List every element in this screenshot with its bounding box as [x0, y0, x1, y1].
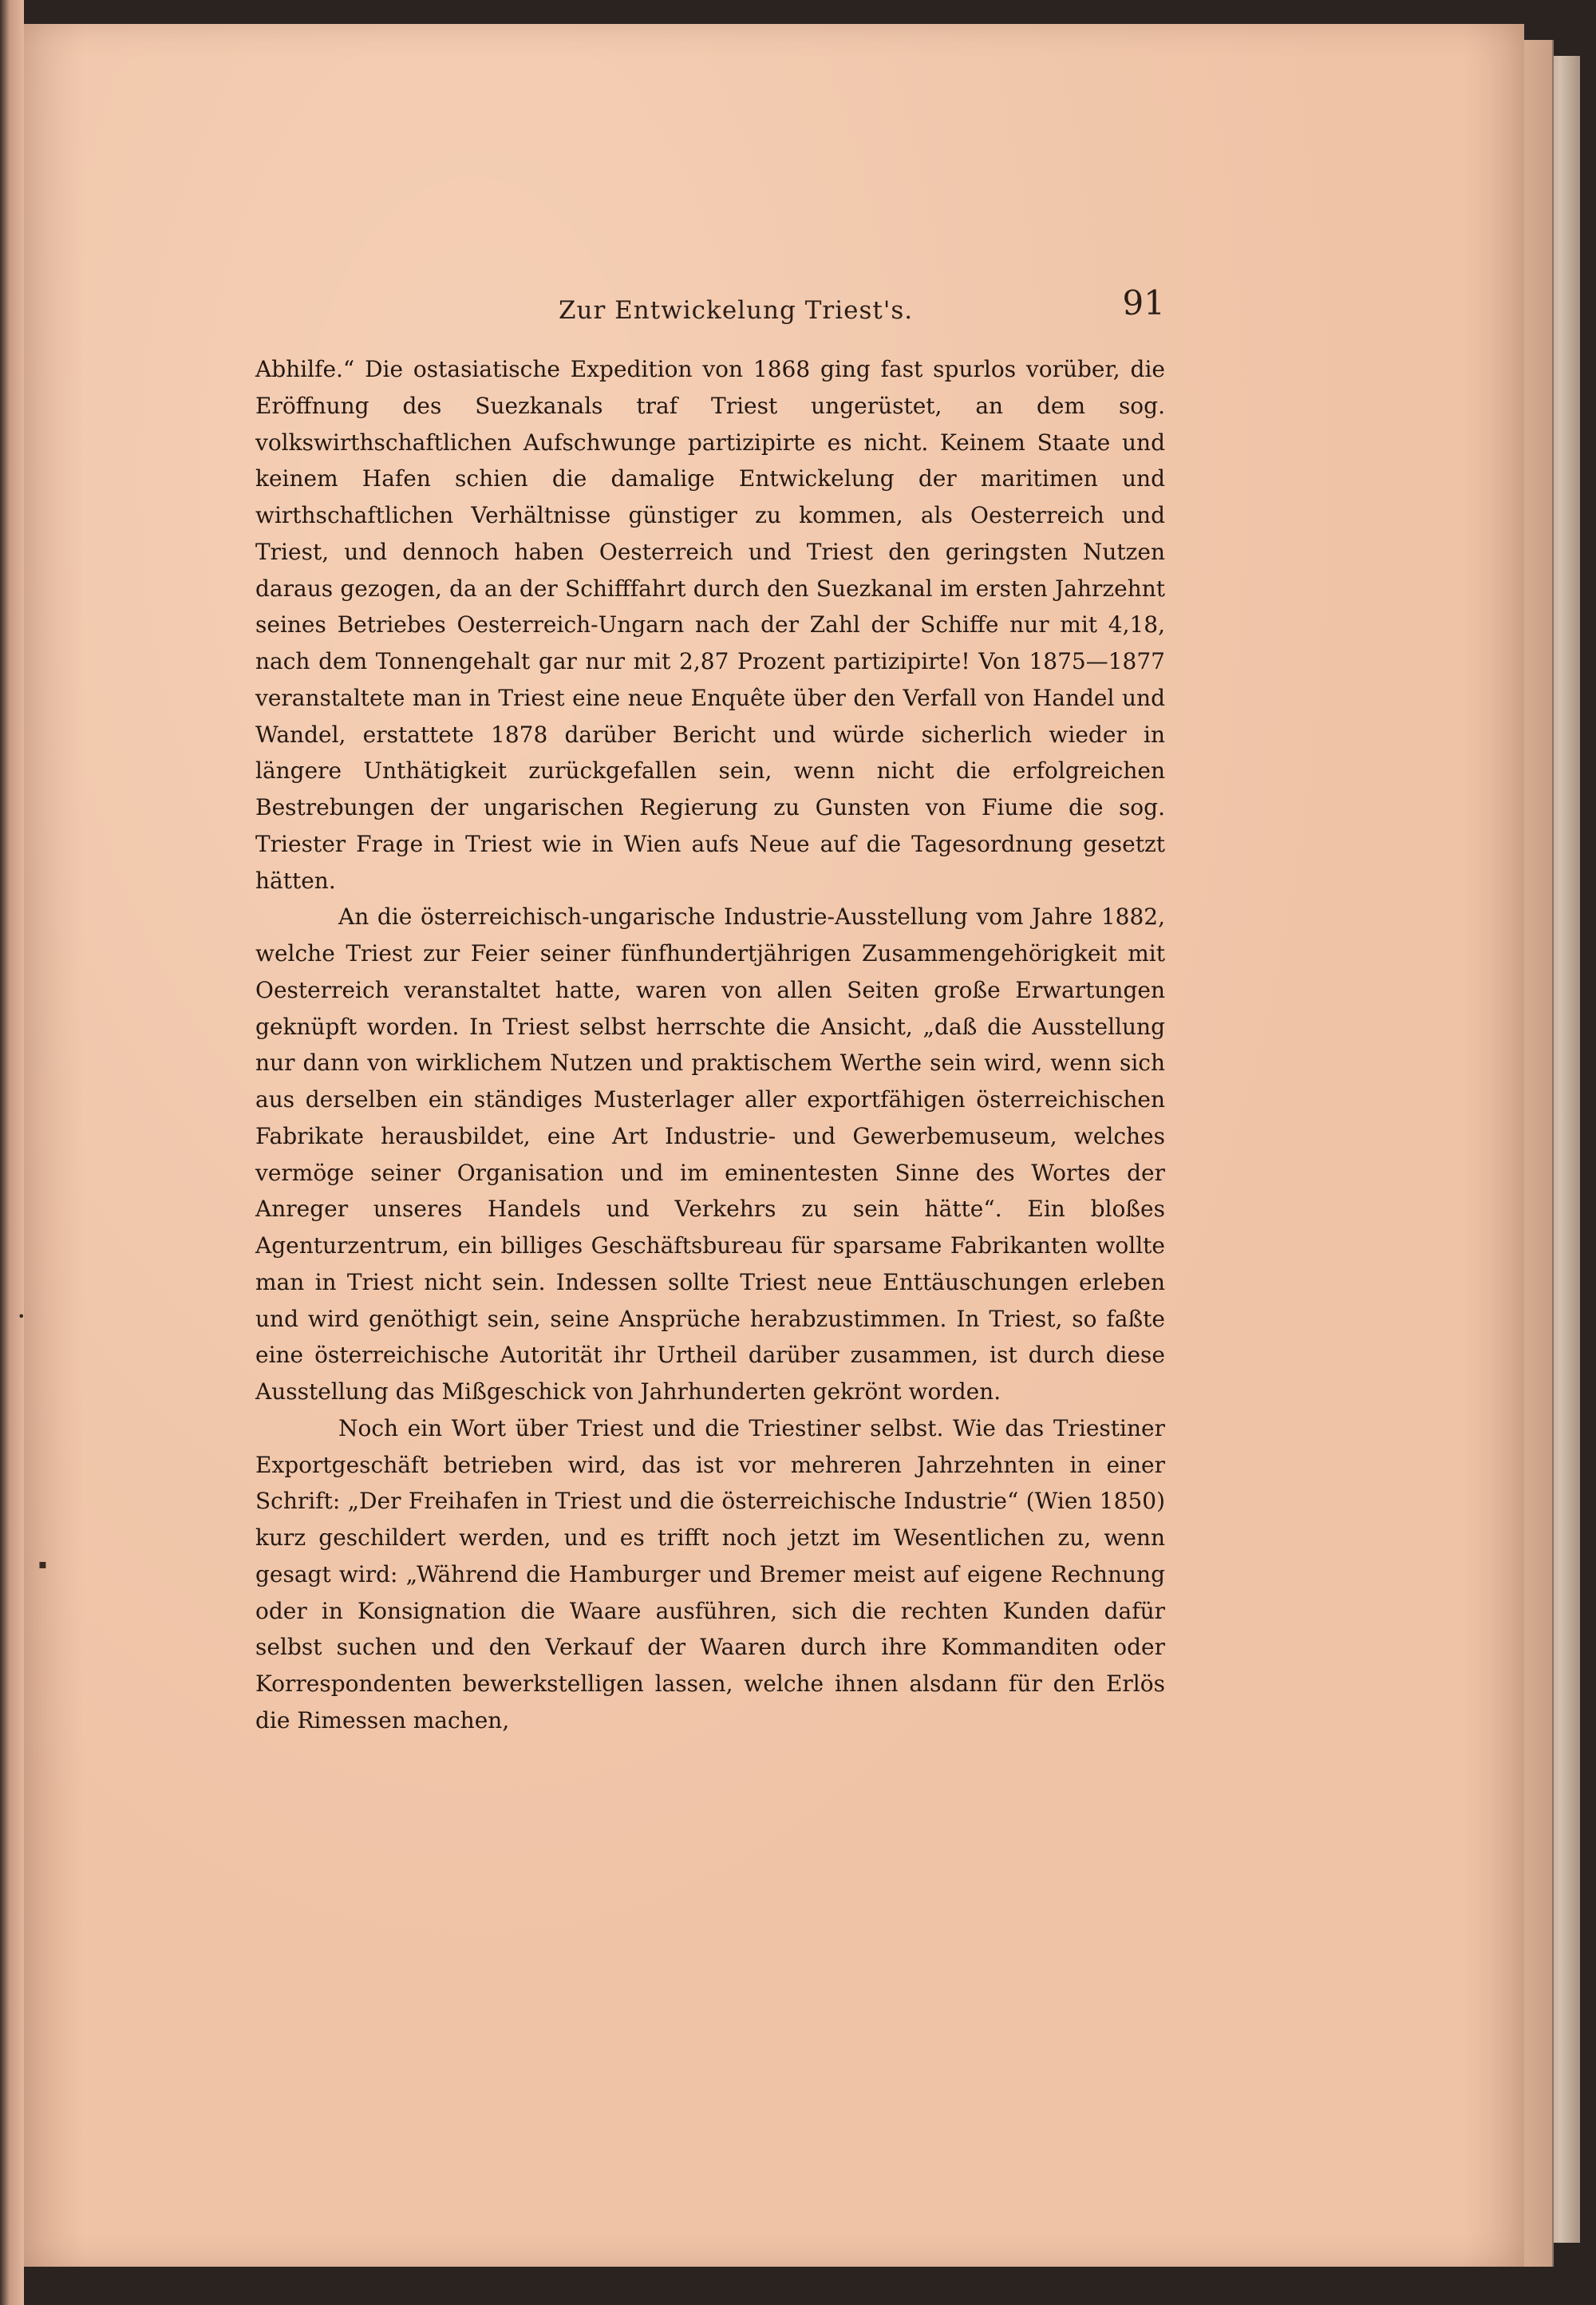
paragraph-2: An die österreichisch-ungarische Industrie-Ausstellung vom Jahre 1882, welche Triest zur Feier seiner fünfhundertjährigen Zusammengehörigkeit mit Oesterreich veranstaltet hatte, waren von allen Seiten große Erwartungen geknüpft worden. In Triest selbst herrschte die Ansicht, „daß die Ausstellung nur dann von wirklichem Nutzen und praktischem Werthe sein wird, wenn sich aus derselben ein ständiges Musterlager aller exportfähigen österreichischen Fabrikate herausbildet, eine Art Industrie- und Gewerbemuseum, welches vermöge seiner Organisation und im eminentesten Sinne des Wortes der Anreger unseres Handels und Verkehrs zu sein hätte“. Ein bloßes Agenturzentrum, ein billiges Geschäftsbureau für sparsame Fabrikanten wollte man in Triest nicht sein. Indessen sollte Triest neue Enttäuschungen erleben und wird genöthigt sein, seine Ansprüche herabzustimmen. In Triest, so faßte eine österreichische Autorität ihr Urtheil darüber zusammen, ist durch diese Ausstellung das Mißgeschick von Jahrhunderten gekrönt worden.	[255, 903, 1165, 1405]
previous-page-edge	[0, 0, 24, 2305]
page-header	[255, 283, 1165, 331]
running-title: Zur Entwickelung Triest's.	[559, 296, 914, 325]
margin-tick-mark: ▪	[38, 1556, 47, 1572]
page-number: 91	[1122, 283, 1165, 322]
body-text	[255, 351, 1165, 1739]
paragraph-3: Noch ein Wort über Triest und die Triestiner selbst. Wie das Triestiner Exportgeschäft betrieben wird, das ist vor mehreren Jahrzehnten in einer Schrift: „Der Freihafen in Triest und die österreichische Industrie“ (Wien 1850) kurz geschildert werden, und es trifft noch jetzt im Wesentlichen zu, wenn gesagt wird: „Während die Hamburger und Bremer meist auf eigene Rechnung oder in Konsignation die Waare ausführen, sich die rechten Kunden dafür selbst suchen und den Verkauf der Waaren durch ihre Kommanditen oder Korrespondenten bewerkstelligen lassen, welche ihnen alsdann für den Erlös die Rimessen machen,	[255, 1414, 1165, 1734]
margin-dot-mark: •	[18, 1309, 26, 1324]
paragraph-1: Abhilfe.“ Die ostasiatische Expedition von 1868 ging fast spurlos vorüber, die Eröffnung des Suezkanals traf Triest ungerüstet, an dem sog. volkswirthschaftlichen Aufschwunge partizipirte es nicht. Keinem Staate und keinem Hafen schien die damalige Entwickelung der maritimen und wirthschaftlichen Verhältnisse günstiger zu kommen, als Oesterreich und Triest, und dennoch haben Oesterreich und Triest den geringsten Nutzen daraus gezogen, da an der Schifffahrt durch den Suezkanal im ersten Jahrzehnt seines Betriebes Oesterreich-Ungarn nach der Zahl der Schiffe nur mit 4,18, nach dem Tonnengehalt gar nur mit 2,87 Prozent partizipirte! Von 1875—1877 veranstaltete man in Triest eine neue Enquête über den Verfall von Handel und Wandel, erstattete 1878 darüber Bericht und würde sicherlich wieder in längere Unthätigkeit zurückgefallen sein, wenn nicht die erfolgreichen Bestrebungen der ungarischen Regierung zu Gunsten von Fiume die sog. Triester Frage in Triest wie in Wien aufs Neue auf die Tagesordnung gesetzt hätten.	[255, 356, 1165, 894]
page-stack-inner-edge	[1520, 40, 1554, 2267]
